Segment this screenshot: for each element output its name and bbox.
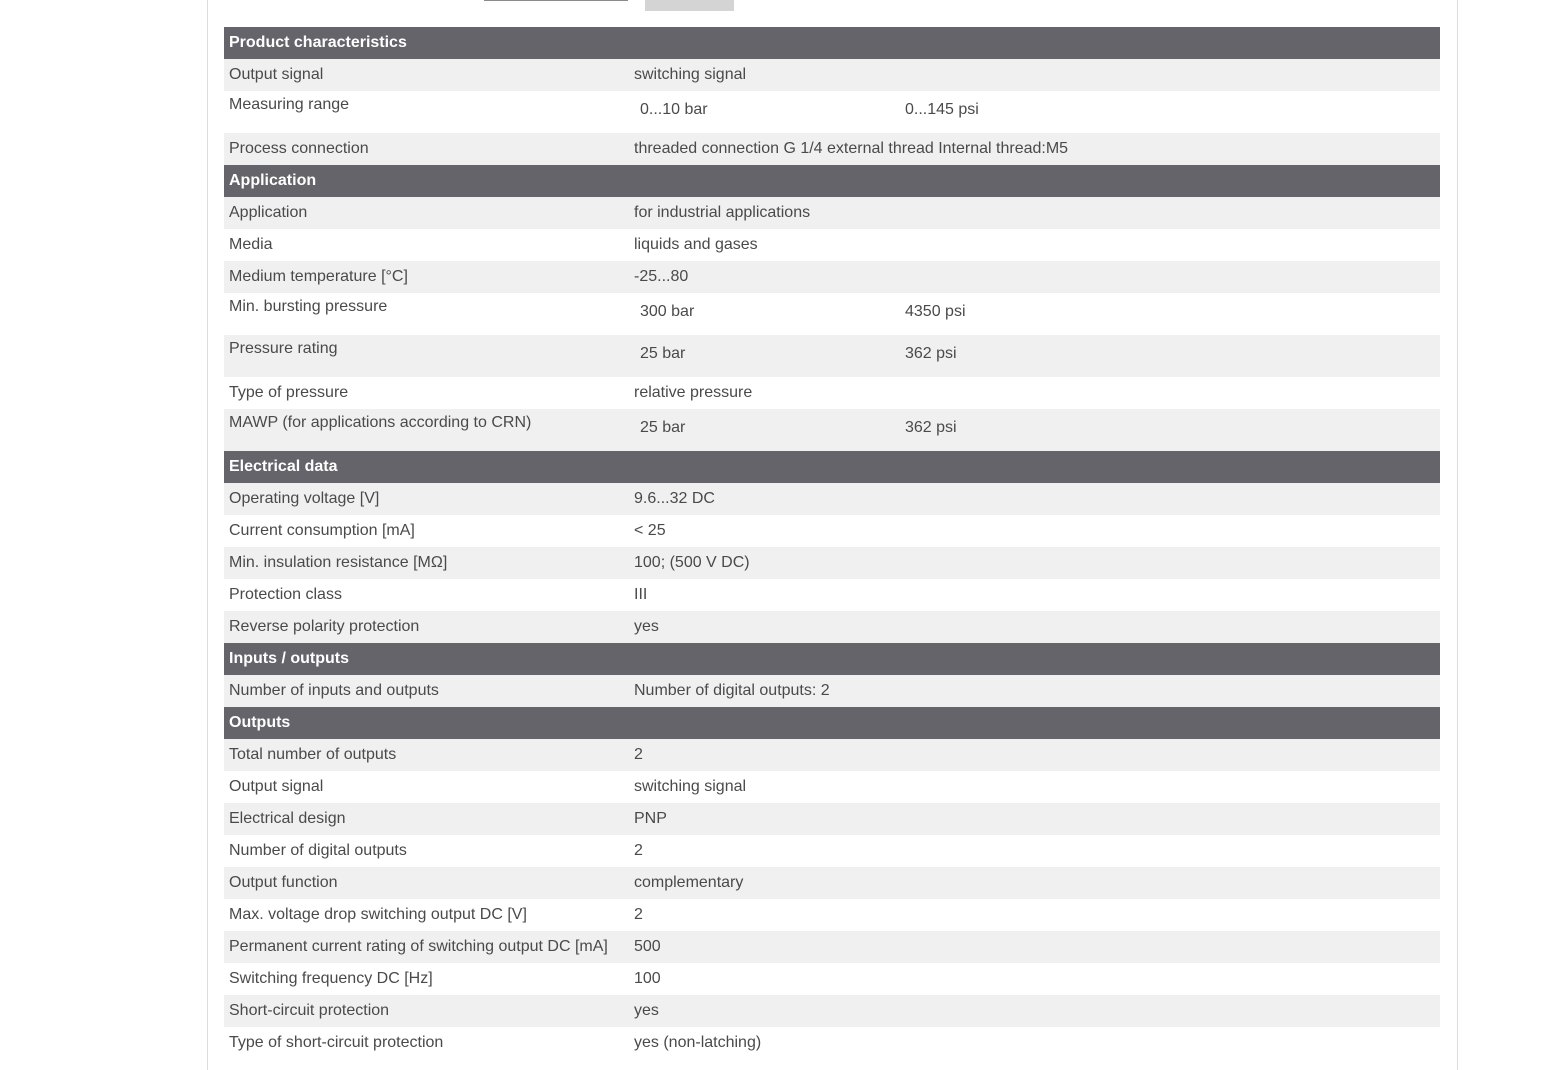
spec-label: Switching frequency DC [Hz] (229, 970, 433, 987)
spec-label: Reverse polarity protection (224, 611, 629, 643)
table-row (224, 483, 1440, 515)
section-title: Product characteristics (224, 27, 1440, 59)
table-row (224, 675, 1440, 707)
spec-value: threaded connection G 1/4 external thread Internal thread:M5 (629, 133, 1440, 165)
spec-label: Output signal (229, 778, 324, 795)
spec-label: Electrical design (224, 803, 629, 835)
spec-value-imperial: 362 psi (900, 335, 1440, 377)
specifications-body (224, 27, 1440, 1059)
content-panel (207, 0, 1458, 1070)
section-header (224, 27, 1440, 59)
table-row (224, 547, 1440, 579)
table-row (224, 515, 1440, 547)
table-row (224, 229, 1440, 261)
spec-label: Min. insulation resistance [MΩ] (224, 547, 629, 579)
section-title: Application (224, 165, 1440, 197)
spec-label: Type of pressure (229, 384, 349, 401)
table-row (224, 771, 1440, 803)
section-title: Inputs / outputs (224, 643, 1440, 675)
table-row (224, 91, 1440, 133)
table-row (224, 59, 1440, 91)
spec-value-metric: 300 bar (640, 303, 695, 320)
spec-value: 100; (500 V DC) (629, 547, 1440, 579)
table-row (224, 835, 1440, 867)
spec-label: Media (229, 236, 273, 253)
submit-button[interactable] (645, 0, 734, 11)
top-toolbar (208, 0, 1457, 11)
table-row (224, 867, 1440, 899)
table-row (224, 261, 1440, 293)
table-row (224, 409, 1440, 451)
spec-label: Output signal (224, 59, 629, 91)
spec-value: yes (non-latching) (634, 1034, 762, 1051)
spec-label: Measuring range (229, 96, 350, 113)
table-row (224, 899, 1440, 931)
table-row (224, 197, 1440, 229)
section-title: Outputs (224, 707, 1440, 739)
spec-value: 2 (634, 842, 643, 859)
table-row (224, 995, 1440, 1027)
spec-label: Permanent current rating of switching output DC [mA] (224, 931, 629, 963)
spec-label: Type of short-circuit protection (229, 1034, 444, 1051)
spec-value-metric: 25 bar (629, 409, 900, 451)
table-row (224, 803, 1440, 835)
table-row (224, 1027, 1440, 1059)
spec-value: yes (629, 611, 1440, 643)
spec-label: Operating voltage [V] (224, 483, 629, 515)
section-header (224, 451, 1440, 483)
spec-label: Total number of outputs (224, 739, 629, 771)
specifications-table (224, 27, 1440, 1059)
spec-label: Protection class (229, 586, 342, 603)
table-row (224, 611, 1440, 643)
language-select[interactable] (484, 0, 628, 1)
spec-value: complementary (629, 867, 1440, 899)
spec-value: 9.6...32 DC (629, 483, 1440, 515)
spec-value: III (634, 586, 648, 603)
table-row (224, 293, 1440, 335)
spec-label: MAWP (for applications according to CRN) (224, 409, 629, 451)
spec-label: Application (224, 197, 629, 229)
spec-value: switching signal (634, 778, 747, 795)
table-row (224, 377, 1440, 409)
spec-value: Number of digital outputs: 2 (629, 675, 1440, 707)
spec-value-metric: 25 bar (629, 335, 900, 377)
spec-value: < 25 (634, 522, 666, 539)
spec-label: Medium temperature [°C] (224, 261, 629, 293)
spec-value: 2 (634, 906, 643, 923)
spec-value: switching signal (629, 59, 1440, 91)
table-row (224, 579, 1440, 611)
spec-value: 2 (629, 739, 1440, 771)
spec-label: Min. bursting pressure (229, 298, 388, 315)
spec-label: Short-circuit protection (224, 995, 629, 1027)
section-title: Electrical data (224, 451, 1440, 483)
table-row (224, 739, 1440, 771)
spec-value: 100 (634, 970, 661, 987)
table-row (224, 335, 1440, 377)
spec-label: Max. voltage drop switching output DC [V] (229, 906, 527, 923)
spec-label: Output function (224, 867, 629, 899)
section-header (224, 643, 1440, 675)
spec-label: Pressure rating (224, 335, 629, 377)
spec-value: yes (629, 995, 1440, 1027)
section-header (224, 707, 1440, 739)
spec-label: Number of digital outputs (229, 842, 407, 859)
spec-value: -25...80 (629, 261, 1440, 293)
section-header (224, 165, 1440, 197)
table-row (224, 931, 1440, 963)
spec-value: PNP (629, 803, 1440, 835)
spec-value: relative pressure (634, 384, 753, 401)
spec-value-imperial: 362 psi (900, 409, 1440, 451)
spec-value-metric: 0...10 bar (640, 101, 708, 118)
spec-label: Process connection (224, 133, 629, 165)
spec-value: liquids and gases (634, 236, 758, 253)
spec-value: 500 (629, 931, 1440, 963)
spec-value-imperial: 0...145 psi (905, 101, 979, 118)
spec-value: for industrial applications (629, 197, 1440, 229)
table-row (224, 963, 1440, 995)
spec-label: Current consumption [mA] (229, 522, 415, 539)
spec-label: Number of inputs and outputs (224, 675, 629, 707)
spec-value-imperial: 4350 psi (905, 303, 966, 320)
table-row (224, 133, 1440, 165)
